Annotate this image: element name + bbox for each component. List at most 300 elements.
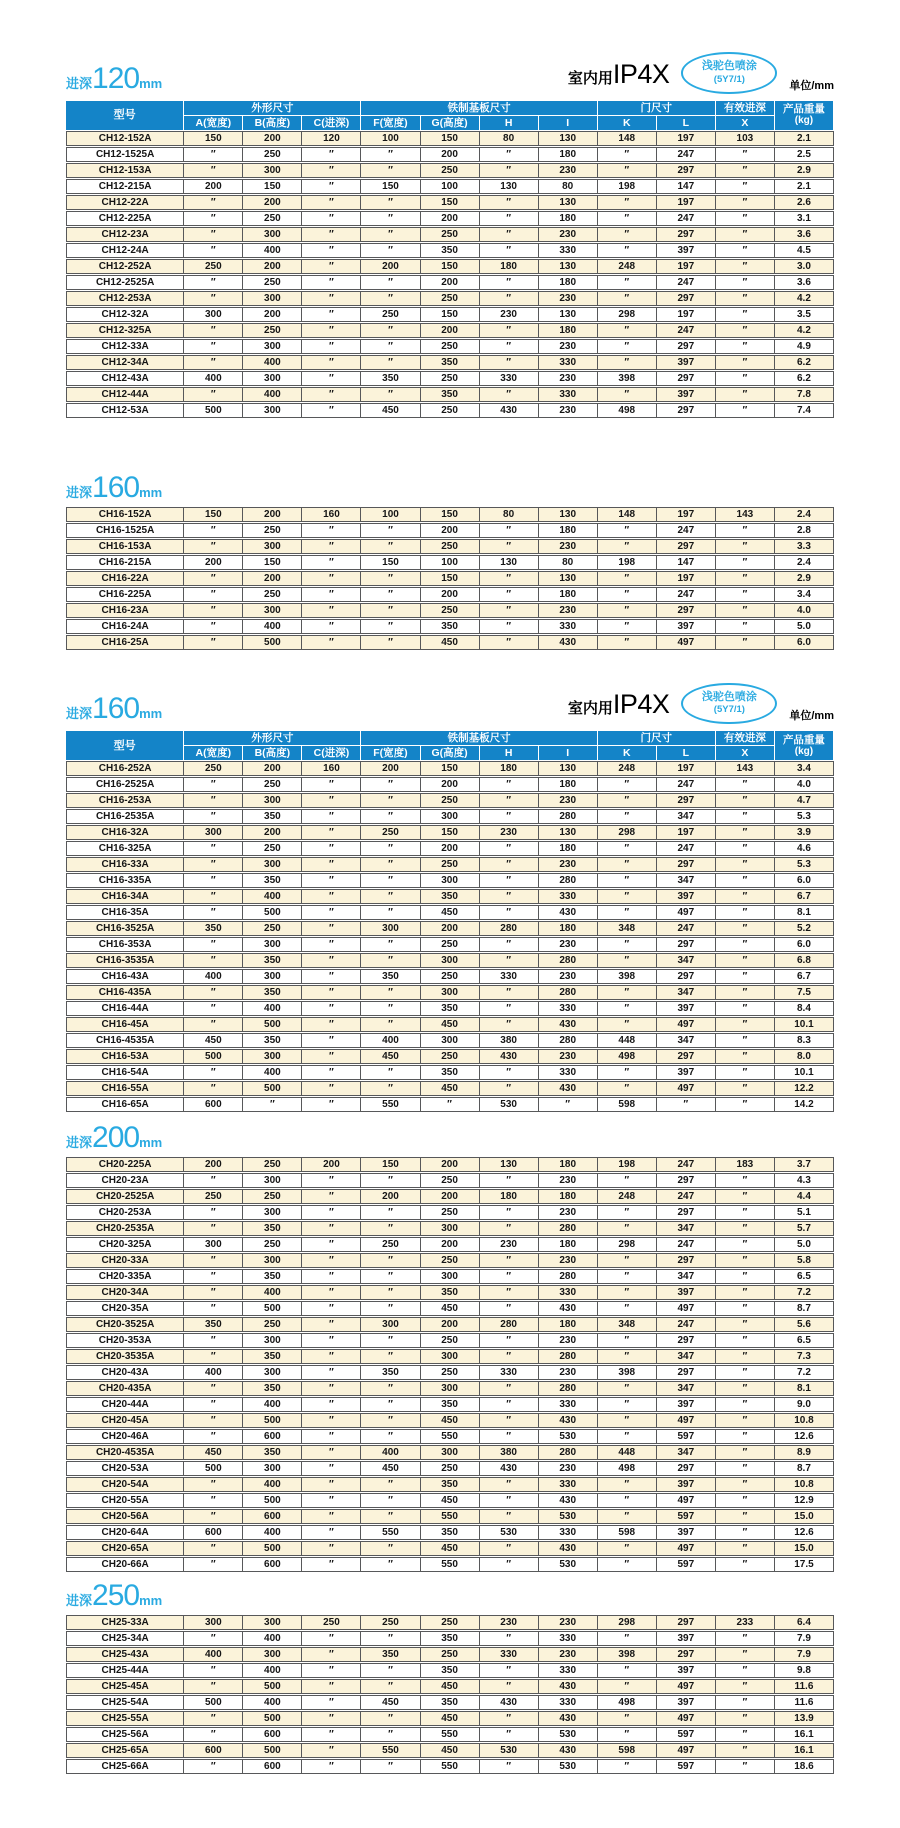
value-cell: ″ xyxy=(480,873,539,888)
value-cell: 248 xyxy=(598,1189,657,1204)
value-cell: 250 xyxy=(184,259,243,274)
value-cell: ″ xyxy=(716,1097,775,1112)
value-cell: ″ xyxy=(361,873,420,888)
value-cell: 397 xyxy=(657,1285,716,1300)
value-cell: 500 xyxy=(184,1461,243,1476)
value-cell: 200 xyxy=(361,1189,420,1204)
value-cell: ″ xyxy=(361,1017,420,1032)
value-cell: ″ xyxy=(716,619,775,634)
value-cell: 430 xyxy=(539,1413,598,1428)
value-cell: 2.4 xyxy=(775,507,834,522)
table-row xyxy=(66,825,834,840)
value-cell: ″ xyxy=(302,937,361,952)
model-cell: CH16-55A xyxy=(66,1081,184,1096)
value-cell: 3.0 xyxy=(775,259,834,274)
value-cell: ″ xyxy=(716,1525,775,1540)
value-cell: 450 xyxy=(184,1445,243,1460)
value-cell: 200 xyxy=(421,921,480,936)
value-cell: 6.5 xyxy=(775,1269,834,1284)
value-cell: 180 xyxy=(539,841,598,856)
value-cell: 398 xyxy=(598,371,657,386)
value-cell: 230 xyxy=(539,1173,598,1188)
value-cell: 150 xyxy=(421,131,480,146)
value-cell: 230 xyxy=(539,1615,598,1630)
value-cell: 350 xyxy=(361,969,420,984)
value-cell: ″ xyxy=(302,523,361,538)
value-cell: ″ xyxy=(361,1727,420,1742)
value-cell: 3.4 xyxy=(775,587,834,602)
value-cell: ″ xyxy=(716,307,775,322)
value-cell: 200 xyxy=(243,195,302,210)
value-cell: 397 xyxy=(657,889,716,904)
value-cell: 448 xyxy=(598,1033,657,1048)
table-row xyxy=(66,905,834,920)
value-cell: 250 xyxy=(421,1049,480,1064)
value-cell: ″ xyxy=(716,1017,775,1032)
value-cell: 230 xyxy=(539,371,598,386)
value-cell: ″ xyxy=(716,1727,775,1742)
value-cell: ″ xyxy=(361,147,420,162)
value-cell: ″ xyxy=(302,1205,361,1220)
value-cell: 347 xyxy=(657,1381,716,1396)
value-cell: 297 xyxy=(657,969,716,984)
value-cell: 400 xyxy=(243,243,302,258)
value-cell: ″ xyxy=(480,275,539,290)
value-cell: 330 xyxy=(539,1525,598,1540)
value-cell: ″ xyxy=(302,953,361,968)
value-cell: 398 xyxy=(598,1365,657,1380)
value-cell: 397 xyxy=(657,355,716,370)
section-depth-title xyxy=(66,1581,162,1611)
value-cell: 150 xyxy=(421,571,480,586)
value-cell: 130 xyxy=(539,571,598,586)
value-cell: ″ xyxy=(184,1631,243,1646)
value-cell: 200 xyxy=(302,1157,361,1172)
value-cell: ″ xyxy=(184,619,243,634)
ip-rating-label: IP4X xyxy=(612,689,670,720)
value-cell: 280 xyxy=(480,921,539,936)
value-cell: 4.5 xyxy=(775,243,834,258)
value-cell: 130 xyxy=(480,555,539,570)
value-cell: ″ xyxy=(716,259,775,274)
value-cell: ″ xyxy=(716,1205,775,1220)
value-cell: 398 xyxy=(598,1647,657,1662)
value-cell: ″ xyxy=(716,1301,775,1316)
value-cell: 350 xyxy=(421,387,480,402)
model-cell: CH16-35A xyxy=(66,905,184,920)
table-row xyxy=(66,1157,834,1172)
value-cell: 297 xyxy=(657,227,716,242)
value-cell: 400 xyxy=(184,1365,243,1380)
value-cell: ″ xyxy=(361,603,420,618)
value-cell: ″ xyxy=(598,953,657,968)
value-cell: ″ xyxy=(480,1759,539,1774)
value-cell: 18.6 xyxy=(775,1759,834,1774)
table-row xyxy=(66,323,834,338)
value-cell: ″ xyxy=(716,211,775,226)
value-cell: ″ xyxy=(302,1429,361,1444)
value-cell: ″ xyxy=(361,1381,420,1396)
value-cell: ″ xyxy=(302,921,361,936)
value-cell: 350 xyxy=(243,1033,302,1048)
value-cell: 230 xyxy=(539,603,598,618)
value-cell: 550 xyxy=(421,1509,480,1524)
value-cell: ″ xyxy=(598,1269,657,1284)
depth-unit-label: mm xyxy=(139,75,163,91)
sub-column-header: L xyxy=(657,746,716,760)
value-cell: ″ xyxy=(184,1065,243,1080)
table-row xyxy=(66,1695,834,1710)
value-cell: ″ xyxy=(598,937,657,952)
value-cell: ″ xyxy=(716,809,775,824)
value-cell: ″ xyxy=(480,163,539,178)
model-cell: CH12-325A xyxy=(66,323,184,338)
value-cell: 200 xyxy=(421,147,480,162)
value-cell: ″ xyxy=(302,339,361,354)
value-cell: ″ xyxy=(480,1173,539,1188)
value-cell: ″ xyxy=(302,147,361,162)
value-cell: ″ xyxy=(598,1429,657,1444)
value-cell: ″ xyxy=(716,291,775,306)
value-cell: ″ xyxy=(598,1285,657,1300)
value-cell: ″ xyxy=(302,1001,361,1016)
depth-section-120-0 xyxy=(66,52,834,419)
table-row xyxy=(66,1237,834,1252)
indoor-rating-label xyxy=(568,691,670,718)
weight-label: 产品重量 xyxy=(782,733,825,746)
model-cell: CH20-2535A xyxy=(66,1221,184,1236)
value-cell: 400 xyxy=(184,1647,243,1662)
value-cell: ″ xyxy=(716,1647,775,1662)
group-header: 铁制基板尺寸 xyxy=(361,101,597,115)
weight-column-header xyxy=(775,101,834,130)
value-cell: 250 xyxy=(243,323,302,338)
value-cell: ″ xyxy=(184,953,243,968)
value-cell: ″ xyxy=(302,1301,361,1316)
model-cell: CH20-64A xyxy=(66,1525,184,1540)
value-cell: ″ xyxy=(598,985,657,1000)
table-row xyxy=(66,1461,834,1476)
value-cell: 450 xyxy=(421,1017,480,1032)
value-cell: 150 xyxy=(361,555,420,570)
value-cell: 297 xyxy=(657,163,716,178)
table-row xyxy=(66,1429,834,1444)
value-cell: 250 xyxy=(361,825,420,840)
value-cell: ″ xyxy=(184,571,243,586)
value-cell: 297 xyxy=(657,1615,716,1630)
value-cell: ″ xyxy=(598,1397,657,1412)
value-cell: 350 xyxy=(421,1477,480,1492)
value-cell: 397 xyxy=(657,1695,716,1710)
model-column-header: 型号 xyxy=(66,731,184,760)
value-cell: ″ xyxy=(598,841,657,856)
value-cell: 397 xyxy=(657,1065,716,1080)
value-cell: ″ xyxy=(480,777,539,792)
value-cell: ″ xyxy=(302,873,361,888)
table-row xyxy=(66,1445,834,1460)
value-cell: 497 xyxy=(657,635,716,650)
model-cell: CH20-353A xyxy=(66,1333,184,1348)
value-cell: 497 xyxy=(657,905,716,920)
spec-table-120-0 xyxy=(66,100,834,419)
value-cell: ″ xyxy=(598,1557,657,1572)
value-cell: ″ xyxy=(361,163,420,178)
value-cell: 250 xyxy=(243,211,302,226)
value-cell: 398 xyxy=(598,969,657,984)
value-cell: ″ xyxy=(480,937,539,952)
value-cell: ″ xyxy=(361,195,420,210)
model-cell: CH16-325A xyxy=(66,841,184,856)
value-cell: ″ xyxy=(302,355,361,370)
value-cell: 250 xyxy=(361,1237,420,1252)
sub-column-header: A(宽度) xyxy=(184,746,243,760)
model-cell: CH12-152A xyxy=(66,131,184,146)
value-cell: ″ xyxy=(184,841,243,856)
table-row xyxy=(66,259,834,274)
model-cell: CH16-3525A xyxy=(66,921,184,936)
unit-label: 单位/mm xyxy=(789,710,834,723)
value-cell: 180 xyxy=(539,1157,598,1172)
value-cell: 80 xyxy=(480,131,539,146)
value-cell: ″ xyxy=(480,905,539,920)
value-cell: 297 xyxy=(657,1333,716,1348)
sections-container xyxy=(66,52,834,1775)
value-cell: 330 xyxy=(539,243,598,258)
value-cell: ″ xyxy=(598,1413,657,1428)
value-cell: ″ xyxy=(302,211,361,226)
value-cell: 600 xyxy=(243,1429,302,1444)
value-cell: 500 xyxy=(184,1049,243,1064)
value-cell: ″ xyxy=(716,163,775,178)
value-cell: ″ xyxy=(184,523,243,538)
spec-table-160-1 xyxy=(66,506,834,651)
value-cell: 348 xyxy=(598,1317,657,1332)
model-cell: CH16-24A xyxy=(66,619,184,634)
value-cell: 347 xyxy=(657,953,716,968)
value-cell: ″ xyxy=(302,1727,361,1742)
value-cell: 200 xyxy=(243,761,302,776)
value-cell: ″ xyxy=(716,1173,775,1188)
value-cell: 400 xyxy=(243,1477,302,1492)
value-cell: ″ xyxy=(302,387,361,402)
value-cell: ″ xyxy=(302,371,361,386)
model-cell: CH12-1525A xyxy=(66,147,184,162)
value-cell: 180 xyxy=(539,1189,598,1204)
value-cell: 2.1 xyxy=(775,179,834,194)
value-cell: 198 xyxy=(598,555,657,570)
value-cell: 330 xyxy=(539,1065,598,1080)
value-cell: ″ xyxy=(184,147,243,162)
value-cell: ″ xyxy=(480,1001,539,1016)
table-row xyxy=(66,841,834,856)
value-cell: 8.3 xyxy=(775,1033,834,1048)
sub-column-header: X xyxy=(716,746,775,760)
sub-column-header: F(宽度) xyxy=(361,116,420,130)
header-group-row xyxy=(66,101,834,115)
value-cell: ″ xyxy=(598,1221,657,1236)
value-cell: 300 xyxy=(243,339,302,354)
value-cell: 350 xyxy=(243,1221,302,1236)
value-cell: 250 xyxy=(243,1317,302,1332)
paint-color-code: (5Y7/1) xyxy=(713,704,745,716)
value-cell: 247 xyxy=(657,147,716,162)
value-cell: 230 xyxy=(539,1647,598,1662)
value-cell: ″ xyxy=(598,291,657,306)
value-cell: ″ xyxy=(598,243,657,258)
value-cell: ″ xyxy=(361,1349,420,1364)
value-cell: 348 xyxy=(598,921,657,936)
value-cell: ″ xyxy=(598,1301,657,1316)
value-cell: ″ xyxy=(598,539,657,554)
value-cell: ″ xyxy=(480,539,539,554)
value-cell: 197 xyxy=(657,571,716,586)
value-cell: ″ xyxy=(361,777,420,792)
value-cell: 350 xyxy=(243,1381,302,1396)
value-cell: 430 xyxy=(480,1461,539,1476)
value-cell: ″ xyxy=(598,275,657,290)
section-header xyxy=(66,1123,834,1153)
value-cell: 247 xyxy=(657,777,716,792)
value-cell: ″ xyxy=(184,873,243,888)
value-cell: 143 xyxy=(716,761,775,776)
table-row xyxy=(66,387,834,402)
value-cell: 7.4 xyxy=(775,403,834,418)
value-cell: 180 xyxy=(539,921,598,936)
value-cell: 400 xyxy=(243,1065,302,1080)
value-cell: 530 xyxy=(539,1759,598,1774)
value-cell: 230 xyxy=(480,307,539,322)
value-cell: 400 xyxy=(243,355,302,370)
value-cell: 297 xyxy=(657,857,716,872)
group-header: 门尺寸 xyxy=(598,731,716,745)
value-cell: ″ xyxy=(302,1711,361,1726)
value-cell: 150 xyxy=(421,307,480,322)
value-cell: 347 xyxy=(657,1033,716,1048)
table-row xyxy=(66,307,834,322)
value-cell: ″ xyxy=(302,1413,361,1428)
weight-column-header xyxy=(775,731,834,760)
value-cell: ″ xyxy=(302,1493,361,1508)
value-cell: ″ xyxy=(184,1301,243,1316)
value-cell: ″ xyxy=(302,1647,361,1662)
value-cell: ″ xyxy=(302,1097,361,1112)
value-cell: ″ xyxy=(716,339,775,354)
section-header xyxy=(66,683,834,725)
value-cell: 200 xyxy=(421,1317,480,1332)
value-cell: ″ xyxy=(480,619,539,634)
value-cell: ″ xyxy=(184,1541,243,1556)
value-cell: 4.0 xyxy=(775,777,834,792)
value-cell: 250 xyxy=(421,539,480,554)
value-cell: ″ xyxy=(716,1413,775,1428)
model-cell: CH20-253A xyxy=(66,1205,184,1220)
value-cell: 297 xyxy=(657,1173,716,1188)
value-cell: ″ xyxy=(361,1557,420,1572)
spec-table-160-2 xyxy=(66,730,834,1113)
value-cell: ″ xyxy=(302,1285,361,1300)
value-cell: ″ xyxy=(716,793,775,808)
model-cell: CH16-44A xyxy=(66,1001,184,1016)
value-cell: 230 xyxy=(539,403,598,418)
value-cell: ″ xyxy=(184,1759,243,1774)
value-cell: 600 xyxy=(243,1727,302,1742)
value-cell: 200 xyxy=(421,323,480,338)
value-cell: 230 xyxy=(539,857,598,872)
model-cell: CH25-43A xyxy=(66,1647,184,1662)
value-cell: 350 xyxy=(421,619,480,634)
section-header xyxy=(66,470,834,504)
value-cell: 500 xyxy=(243,1493,302,1508)
value-cell: ″ xyxy=(598,323,657,338)
value-cell: ″ xyxy=(716,1695,775,1710)
weight-unit-label: (kg) xyxy=(794,745,814,757)
value-cell: 450 xyxy=(421,1541,480,1556)
value-cell: 4.2 xyxy=(775,291,834,306)
value-cell: 300 xyxy=(421,1033,480,1048)
table-row xyxy=(66,857,834,872)
model-cell: CH16-34A xyxy=(66,889,184,904)
value-cell: 200 xyxy=(421,587,480,602)
value-cell: 397 xyxy=(657,1001,716,1016)
value-cell: 3.3 xyxy=(775,539,834,554)
value-cell: ″ xyxy=(302,323,361,338)
sub-column-header: B(高度) xyxy=(243,746,302,760)
model-cell: CH16-252A xyxy=(66,761,184,776)
depth-section-250-4 xyxy=(66,1581,834,1775)
value-cell: 530 xyxy=(539,1429,598,1444)
value-cell: 400 xyxy=(243,1397,302,1412)
value-cell: 300 xyxy=(243,291,302,306)
value-cell: 297 xyxy=(657,371,716,386)
value-cell: 400 xyxy=(243,1663,302,1678)
value-cell: 200 xyxy=(421,777,480,792)
value-cell: 200 xyxy=(421,1157,480,1172)
value-cell: 347 xyxy=(657,985,716,1000)
value-cell: 250 xyxy=(243,587,302,602)
value-cell: ″ xyxy=(302,1365,361,1380)
value-cell: ″ xyxy=(361,523,420,538)
value-cell: ″ xyxy=(716,1333,775,1348)
value-cell: 497 xyxy=(657,1493,716,1508)
value-cell: 14.2 xyxy=(775,1097,834,1112)
value-cell: ″ xyxy=(184,1493,243,1508)
value-cell: ″ xyxy=(302,1269,361,1284)
value-cell: 450 xyxy=(421,1743,480,1758)
table-row xyxy=(66,179,834,194)
value-cell: 430 xyxy=(539,905,598,920)
value-cell: ″ xyxy=(184,211,243,226)
value-cell: 2.5 xyxy=(775,147,834,162)
value-cell: 598 xyxy=(598,1097,657,1112)
value-cell: ″ xyxy=(716,1349,775,1364)
value-cell: 300 xyxy=(184,1615,243,1630)
value-cell: ″ xyxy=(361,953,420,968)
model-cell: CH20-66A xyxy=(66,1557,184,1572)
value-cell: ″ xyxy=(361,1429,420,1444)
value-cell: ″ xyxy=(480,195,539,210)
value-cell: 297 xyxy=(657,1461,716,1476)
value-cell: ″ xyxy=(480,1333,539,1348)
value-cell: 197 xyxy=(657,507,716,522)
value-cell: 500 xyxy=(184,403,243,418)
value-cell: 230 xyxy=(480,1237,539,1252)
value-cell: 550 xyxy=(361,1097,420,1112)
value-cell: 200 xyxy=(361,761,420,776)
value-cell: ″ xyxy=(716,403,775,418)
value-cell: ″ xyxy=(480,1557,539,1572)
value-cell: 148 xyxy=(598,131,657,146)
value-cell: ″ xyxy=(716,587,775,602)
